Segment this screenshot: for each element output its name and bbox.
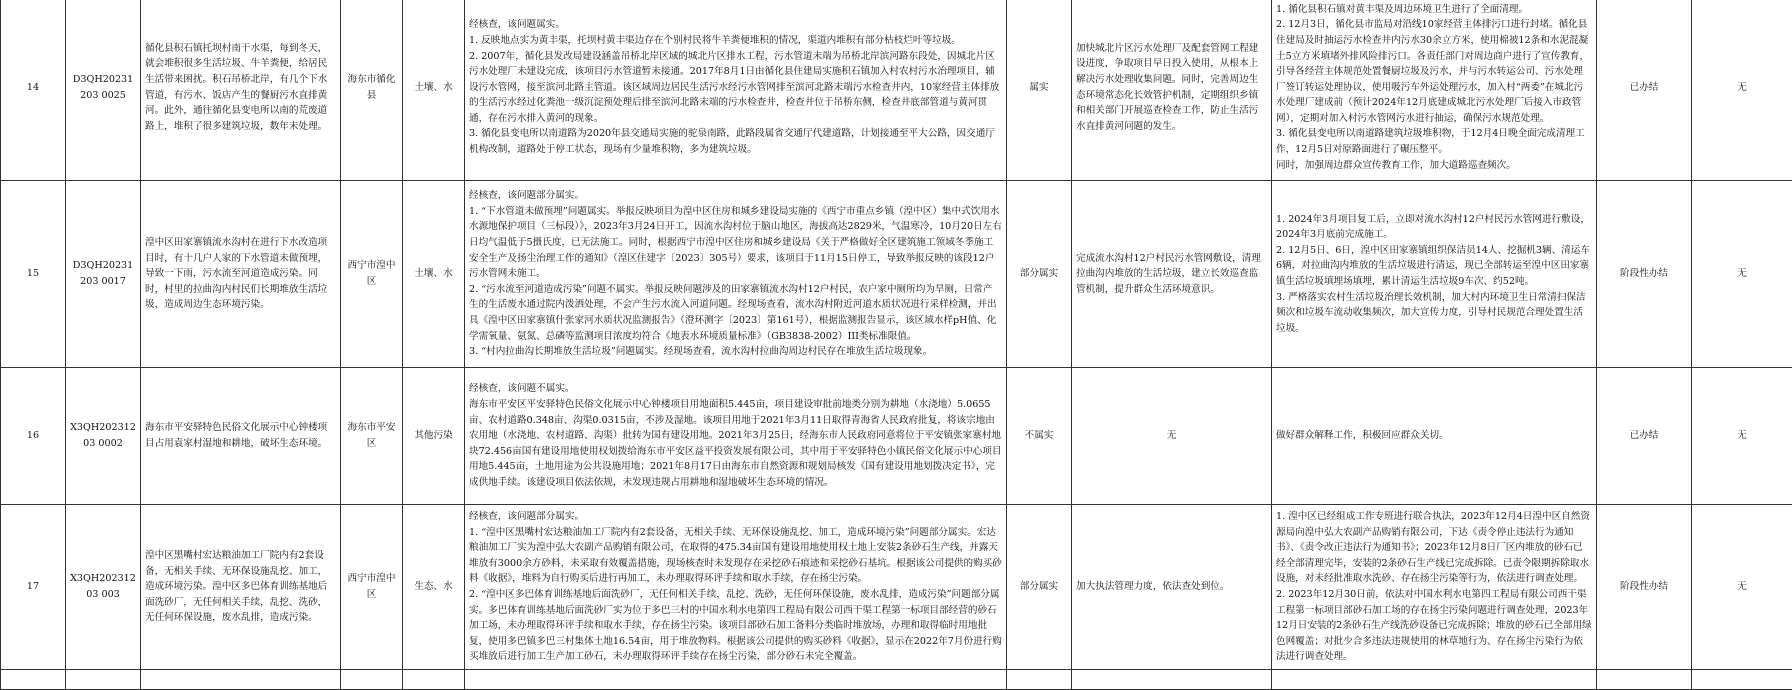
rectification-results: 1. 2024年3月项目复工后，立即对流水沟村12户村民污水管网进行敷设，2024年3月底前完成施工。 2. 12月5日、6日，湟中区田家寨镇组织保洁员14人、挖掘机3辆、清运车6辆，对拉曲沟内堆放的生活垃圾进行清运，现已全部转运至湟中区田家寨镇生活垃圾填埋场填埋，累计清运生活垃圾9车次、约52吨。 3. 严格落实农村生活垃圾治理长效机制，加大村内环境卫生日常清扫保洁频次和垃圾车流动收集频次，加大宣传力度，引导村民规范合理处置生活垃圾。 — [1272, 181, 1597, 368]
rectification-measures: 加快城北片区污水处理厂及配套管网工程建设进度，争取项目早日投入使用，从根本上解决污水处理收集问题。同时，完善周边生态环境常态化长效管护机制，定期组织乡镇和相关部门开展巡查检查工作，防止生活污水直排黄河问题的发生。 — [1072, 0, 1272, 181]
rectification-results: 做好群众解释工作，积极回应群众关切。 — [1272, 368, 1597, 505]
table-body — [1, 0, 1792, 690]
row-number: 15 — [1, 181, 66, 368]
status: 已办结 — [1597, 368, 1692, 505]
rectification-results: 1. 循化县积石镇对黄丰渠及周边环境卫生进行了全面清理。 2. 12月3日，循化县市监局对沿线10家经营主体排污口进行封堵。循化县住建局及时抽运污水检查井内污水30余立方米，使用棉被12条和水泥混凝土5立方米填堵外排风险排污口。各责任部门对周边商户进行了宣传教育，引导各经营主体规范处置餐厨垃圾及污水，并与污水转运公司、污水处理厂签订转运处理协议，使用吸污车外运处理污水，加入村“两委”在城北污水处理厂建成前（预计2024年12月底建成城北污水处理厂后接入市政管网），定期对加入村污水管网污水进行抽运，确保污水规范处理。 3. 循化县变电所以南道路建筑垃圾堆积物，于12月4日晚全面完成清理工作，12月5日对原路面进行了碾压整平。 同时，加强周边群众宣传教育工作，加大道路巡查频次。 — [1272, 0, 1597, 181]
accountability: 无 — [1692, 505, 1792, 670]
pollution-type: 土壤、水 — [403, 181, 465, 368]
status: 阶段性办结 — [1597, 181, 1692, 368]
verdict: 属实 — [1007, 0, 1072, 181]
case-code: X3QH20231203 003 — [66, 505, 141, 670]
status: 已办结 — [1597, 0, 1692, 181]
verdict: 部分属实 — [1007, 505, 1072, 670]
case-code: D3QH20231203 0017 — [66, 181, 141, 368]
table-row — [1, 505, 1792, 670]
region: 海东市平安区 — [341, 368, 403, 505]
pollution-type: 其他污染 — [403, 368, 465, 505]
accountability: 无 — [1692, 368, 1792, 505]
verdict: 不属实 — [1007, 368, 1072, 505]
rectification-measures: 无 — [1072, 368, 1272, 505]
investigation-result: 经核查，该问题部分属实。 1. “湟中区黑嘴村宏达粮油加工厂院内有2套设备，无相关手续、无环保设施乱挖、加工，造成环境污染”问题部分属实。宏达粮油加工厂实为湟中弘大农副产品购销有限公司，在取得的475.34亩国有建设用地使用权土地上安装2条砂石生产线，并露天堆放有3000余方砂料，未采取有效覆盖措施，现场核查时未发现存在采挖砂石痕迹和采挖砂石基坑。根据该公司提供的购买砂料《收据》，堆料为自行购买后进行再加工，未办理取得环评手续和取水手续，存在扬尘污染。 2. “湟中区多巴体育训练基地后面洗砂厂，无任何相关手续，乱挖、洗砂，无任何环保设施，废水乱排，造成污染”问题部分属实。多巴体育训练基地后面洗砂厂实为位于多巴三村的中国水利水电第四工程局有限公司西干渠工程第一标项目部经营的砂石加工场，未办理取得环评手续和取水手续，存在扬尘污染。该项目部砂石加工备料分类临时堆放场，办理和取得临时用地批复，使用多巴镇多巴三村集体土地16.54亩，用于堆放物料。根据该公司提供的购买砂料《收据》，显示在2022年7月份进行购买堆放后进行加工生产加工砂石，未办理取得环评手续存在扬尘污染，部分砂石未完全覆盖。 — [465, 505, 1007, 670]
investigation-result: 经核查，该问题属实。 1. 反映地点实为黄丰渠，托坝村黄丰渠边存在个别村民将牛羊粪便堆积的情况，渠道内堆积有部分枯枝烂叶等垃圾。 2. 2007年，循化县发改局建设涵盖吊桥北岸区域的城北片区排水工程，污水管道未端为吊桥北岸滨河路东段处，因城北片区污水处理厂未建设完成，该项目污水管道暂未接通。2017年8月1日由循化县住建局实施积石镇加入村农村污水治理项目，辅设污水管网，接至滨河北路主管道。该区域周边居民生活污水经污水管网排至滨河北路末端污水检查井内，10家经营主体排放的生活污水经过化粪池一级沉淀预处理后排至滨河北路末端的污水检查井，检查井位于吊桥东侧，检查井底部管道与黄河贯通，存在污水排入黄河的现象。 3. 循化县变电所以南道路为2020年县交通局实施的驼泉南路，此路段属省交通厅代建道路，计划接通至平大公路，因交通厅机构改制，道路处于停工状态，现场有少量堆积物，多为建筑垃圾。 — [465, 0, 1007, 181]
region: 西宁市湟中区 — [341, 181, 403, 368]
region: 海东市循化县 — [341, 0, 403, 181]
row-number: 14 — [1, 0, 66, 181]
row-number: 16 — [1, 368, 66, 505]
accountability: 无 — [1692, 0, 1792, 181]
investigation-result: 经核查，该问题部分属实。 1. “下水管道未做预埋”问题属实。举报反映项目为湟中区住房和城乡建设局实施的《西宁市重点乡镇（湟中区）集中式饮用水水源地保护项目（三标段）》，2023年3月24日开工，因流水沟村位于脑山地区，海拔高达2829米，气温寒冷，10月20日左右日均气温低于5摄氏度，已无法施工。同时，根据西宁市湟中区住房和城乡建设局《关于严格做好全区建筑施工领域冬季施工安全生产及扬尘治理工作的通知》（湟区住建字〔2023〕305号）要求，该项目于11月15日停工，导致举报反映的该段12户污水管网未施工。 2. “污水流至河道造成污染”问题不属实。举报反映问题涉及的田家寨镇流水沟村12户村民，农户家中厕所均为旱厕，日常产生的生活废水通过院内泼洒处理，不会产生污水流入河道问题。经现场查看，流水沟村附近河道水质状况进行采样检测，并出具《湟中区田家寨镇什张家河水质状况监测报告》（澄环测字〔2023〕第161号），根据监测报告显示，该区域水样pH值、化学需氧量、氨氮、总磷等监测项目浓度均符合《地表水环境质量标准》（GB3838-2002）III类标准限值。 3. “村内拉曲沟长期堆放生活垃圾”问题属实。经现场查看，流水沟村拉曲沟周边村民存在堆放生活垃圾现象。 — [465, 181, 1007, 368]
case-code: D3QH20231203 0025 — [66, 0, 141, 181]
case-code: X3QH20231203 0002 — [66, 368, 141, 505]
table-row — [1, 368, 1792, 505]
complaint-content: 循化县积石镇托坝村南干水渠，每到冬天，就会堆积很多生活垃圾、牛羊粪便，给居民生活带来困扰。积石吊桥北岸，有几个下水管道，有污水、饭店产生的餐厨污水直排黄河。此外，通往循化县变电所以南的荒废道路上，堆积了很多建筑垃圾，数年未处理。 — [141, 0, 341, 181]
table-row — [1, 0, 1792, 181]
pollution-type: 生态、水 — [403, 505, 465, 670]
complaint-content: 湟中区田家寨镇流水沟村在进行下水改造项目时，有十几户人家的下水管道未做预埋，导致一下雨，污水流至河道造成污染。同时，村里的拉曲沟内村民们长期堆放生活垃圾，造成周边生态环境污染。 — [141, 181, 341, 368]
complaint-content: 湟中区黑嘴村宏达粮油加工厂院内有2套设备，无相关手续、无环保设施乱挖、加工，造成环境污染。湟中区多巴体育训练基地后面洗砂厂，无任何相关手续，乱挖、洗砂，无任何环保设施，废水乱排，造成污染。 — [141, 505, 341, 670]
region: 西宁市湟中区 — [341, 505, 403, 670]
verdict: 部分属实 — [1007, 181, 1072, 368]
table-row — [1, 181, 1792, 368]
rectification-results: 1. 湟中区已经组成工作专班进行联合执法，2023年12月4日湟中区自然资源局向湟中弘大农副产品购销有限公司，下达《责令停止违法行为通知书》、《责令改正违法行为通知书》；2023年12月8日厂区内堆放的砂石已经全部清理完毕，安装的2条砂石生产线已完成拆除。已责令限期拆除取水设施，对未经批准取水洗砂、存在扬尘污染等行为，依法进行调查处理。 2. 2023年12月30日前，依法对中国水利水电第四工程局有限公司西干渠工程第一标项目部砂石加工场的存在扬尘污染问题进行调查处理，2023年12月日安装的2条砂石生产线洗砂设备已完成拆除；堆放的砂石已全部用绿色网覆盖；对批少合多违法违规使用的林草地行为、存在扬尘污染行为依法进行调查处理。 — [1272, 505, 1597, 670]
row-number: 17 — [1, 505, 66, 670]
rectification-measures: 加大执法管理力度，依法查处到位。 — [1072, 505, 1272, 670]
rectification-measures: 完成流水沟村12户村民污水管网敷设，清理拉曲沟内堆放的生活垃圾，建立长效巡查监管机制，提升群众生活环境意识。 — [1072, 181, 1272, 368]
accountability: 无 — [1692, 181, 1792, 368]
complaint-content: 海东市平安驿特色民俗文化展示中心钟楼项目占用袁家村湿地和耕地，破坏生态环境。 — [141, 368, 341, 505]
status: 阶段性办结 — [1597, 505, 1692, 670]
investigation-result: 经核查，该问题不属实。 海东市平安区平安驿特色民俗文化展示中心钟楼项目用地面积5.445亩，项目建设审批前地类分别为耕地（水浇地）5.0655亩、农村道路0.348亩、沟渠0.0315亩，不涉及湿地。该项目用地于2021年3月11日取得青海省人民政府批复，将该宗地由农用地（水浇地、农村道路、沟渠）批转为国有建设用地。2021年3月25日，经海东市人民政府同意将位于平安镇张家寨村地块72.456亩国有建设用地使用权划拨给海东市平安区益平投资发展有限公司，其中用于平安驿特色小镇民俗文化展示中心项目用地5.445亩，土地用途为公共设施用地；2021年8月17日由海东市自然资源和规划局核发《国有建设用地划拨决定书》，完成供地手续。该建设项目依法依规，未发现违规占用耕地和湿地破坏生态环境的情况。 — [465, 368, 1007, 505]
pollution-type: 土壤、水 — [403, 0, 465, 181]
